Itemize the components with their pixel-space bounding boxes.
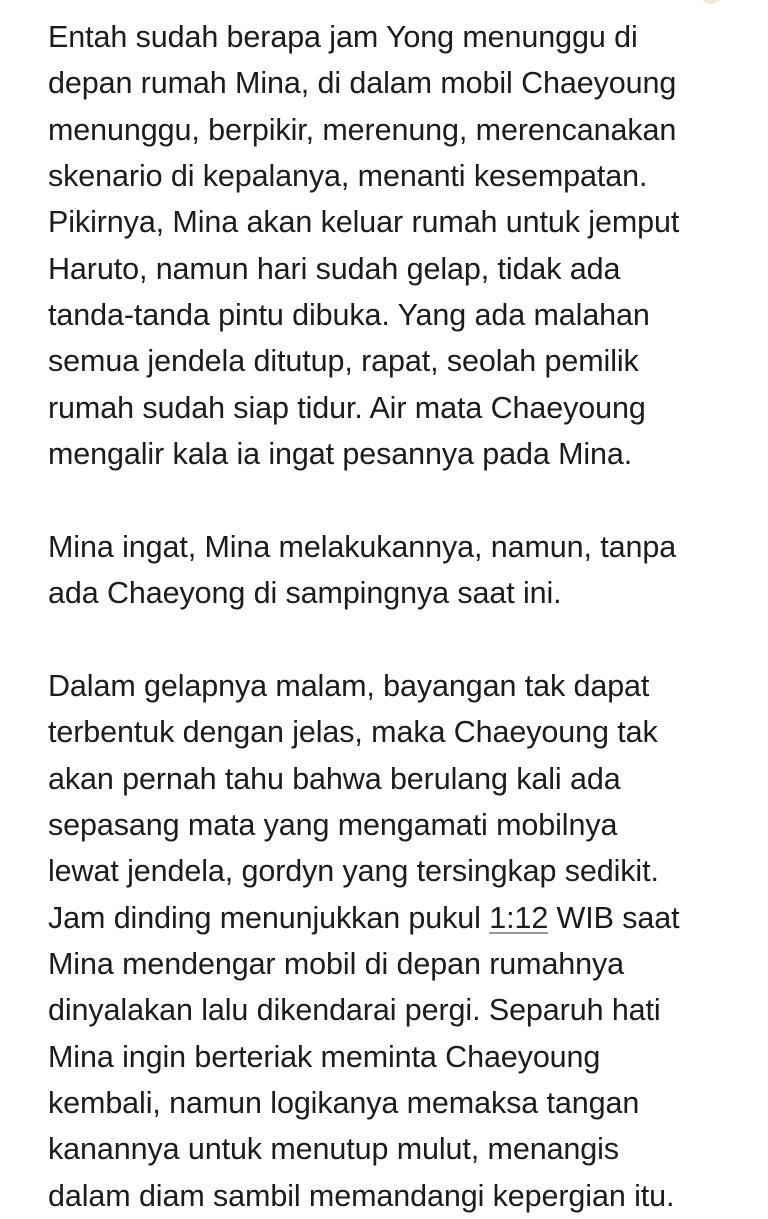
text-line: rumah sudah siap tidur. Air mata Chaeyoung	[48, 390, 646, 425]
text-line: Entah sudah berapa jam Yong menunggu di	[48, 20, 638, 54]
text-line: tanda-tanda pintu dibuka. Yang ada malahan	[48, 298, 650, 333]
text-line: Pikirnya, Mina akan keluar rumah untuk jemput	[48, 205, 680, 240]
time-line-after: WIB saat	[548, 900, 680, 935]
paragraph-gap	[48, 477, 748, 523]
text-line: terbentuk dengan jelas, maka Chaeyoung tak	[48, 715, 658, 750]
text-line: Mina ingat, Mina melakukannya, namun, tanpa	[48, 529, 677, 564]
text-line: Mina ingin berteriak meminta Chaeyoung	[48, 1039, 601, 1074]
corner-indicator	[700, 0, 722, 4]
text-line: Mina mendengar mobil di depan rumahnya	[48, 946, 625, 981]
paragraph-2	[48, 524, 748, 617]
text-line: kembali, namun logikanya memaksa tangan	[48, 1085, 640, 1120]
text-line: akan pernah tahu bahwa berulang kali ada	[48, 761, 621, 796]
paragraph-1	[48, 14, 748, 477]
paragraph-3	[48, 663, 748, 1219]
text-line: sepasang mata yang mengamati mobilnya	[48, 807, 618, 842]
text-line: dalam diam sambil memandangi kepergian itu.	[48, 1178, 675, 1213]
text-line-with-time	[48, 895, 748, 941]
paragraph-gap	[48, 616, 748, 662]
text-line: kanannya untuk menutup mulut, menangis	[48, 1132, 619, 1167]
text-line: skenario di kepalanya, menanti kesempatan.	[48, 159, 648, 194]
text-line: Dalam gelapnya malam, bayangan tak dapat	[48, 668, 650, 703]
text-line: menunggu, berpikir, merenung, merencanakan	[48, 112, 677, 147]
text-line: dinyalakan lalu dikendarai pergi. Separuh hati	[48, 993, 661, 1028]
text-line: mengalir kala ia ingat pesannya pada Mina.	[48, 437, 633, 472]
text-line: ada Chaeyong di sampingnya saat ini.	[48, 576, 562, 611]
time-line-before: Jam dinding menunjukkan pukul	[48, 900, 490, 935]
text-line: lewat jendela, gordyn yang tersingkap sedikit.	[48, 854, 659, 889]
text-line: semua jendela ditutup, rapat, seolah pemilik	[48, 344, 639, 379]
time-link[interactable]: 1:12	[489, 900, 549, 935]
text-line: Haruto, namun hari sudah gelap, tidak ada	[48, 251, 621, 286]
note-body[interactable]	[48, 14, 748, 1219]
text-line: depan rumah Mina, di dalam mobil Chaeyoung	[48, 66, 677, 101]
